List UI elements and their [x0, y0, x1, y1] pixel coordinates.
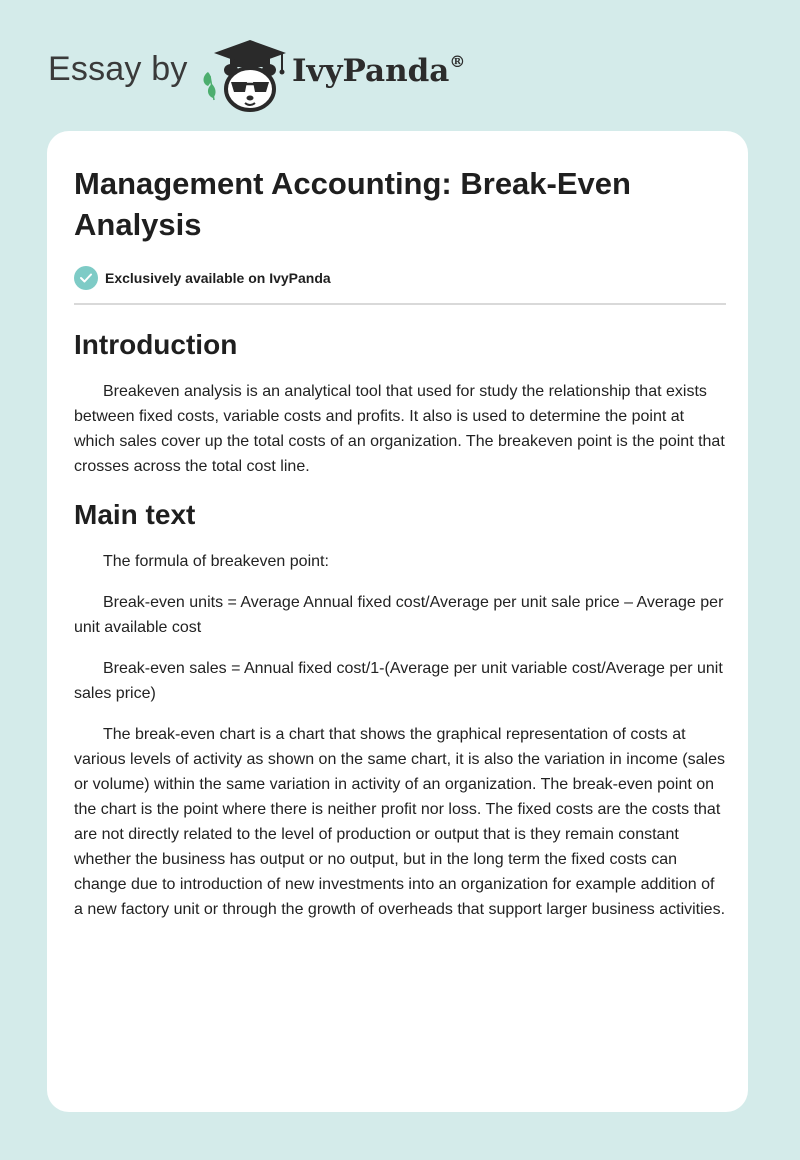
panda-logo-icon[interactable] [200, 36, 290, 116]
essay-title: Management Accounting: Break-Even Analysis [74, 166, 631, 242]
break-even-units-formula: Break-even units = Average Annual fixed cost/Average per unit sale price – Average per unit available cost [74, 594, 724, 636]
essay-content [74, 163, 726, 922]
title-divider [74, 303, 726, 305]
break-even-chart-paragraph: The break-even chart is a chart that shows the graphical representation of costs at various levels of activity as shown on the same chart, it is also the variation in income (sales or volume) within the same variation in activity of an organization. The break-even point on the chart is the point where there is neither profit nor loss. The fixed costs are the costs that are not directly related to the level of production or output that is they remain constant whether the business has output or no output, but in the long term the fixed costs can change due to introduction of new investments into an organization for example addition of a new factory unit or through the growth of overheads that support larger business activities. [74, 726, 726, 918]
essay-by-label: Essay by [48, 50, 188, 88]
introduction-paragraph: Breakeven analysis is an analytical tool that used for study the relationship that exists between fixed costs, variable costs and profits. It also is used to determine the point at which sales cover up the total costs of an organization. The breakeven point is the point that crosses across the total cost line. [74, 383, 725, 475]
formula-intro-paragraph: The formula of breakeven point: [103, 553, 329, 570]
ivy-leaf-icon [204, 72, 216, 100]
registered-mark: ® [449, 52, 466, 71]
brand-name[interactable]: IvyPanda® [292, 52, 466, 89]
section-heading-main-text: Main text [74, 499, 196, 530]
essay-card [47, 131, 748, 1112]
section-heading-introduction: Introduction [74, 329, 238, 360]
check-circle-icon [74, 266, 98, 290]
site-header [48, 30, 608, 110]
break-even-sales-formula: Break-even sales = Annual fixed cost/1-(Average per unit variable cost/Average per unit sales price) [74, 660, 723, 702]
exclusive-badge [74, 265, 726, 291]
exclusive-label: Exclusively available on IvyPanda [105, 270, 331, 286]
